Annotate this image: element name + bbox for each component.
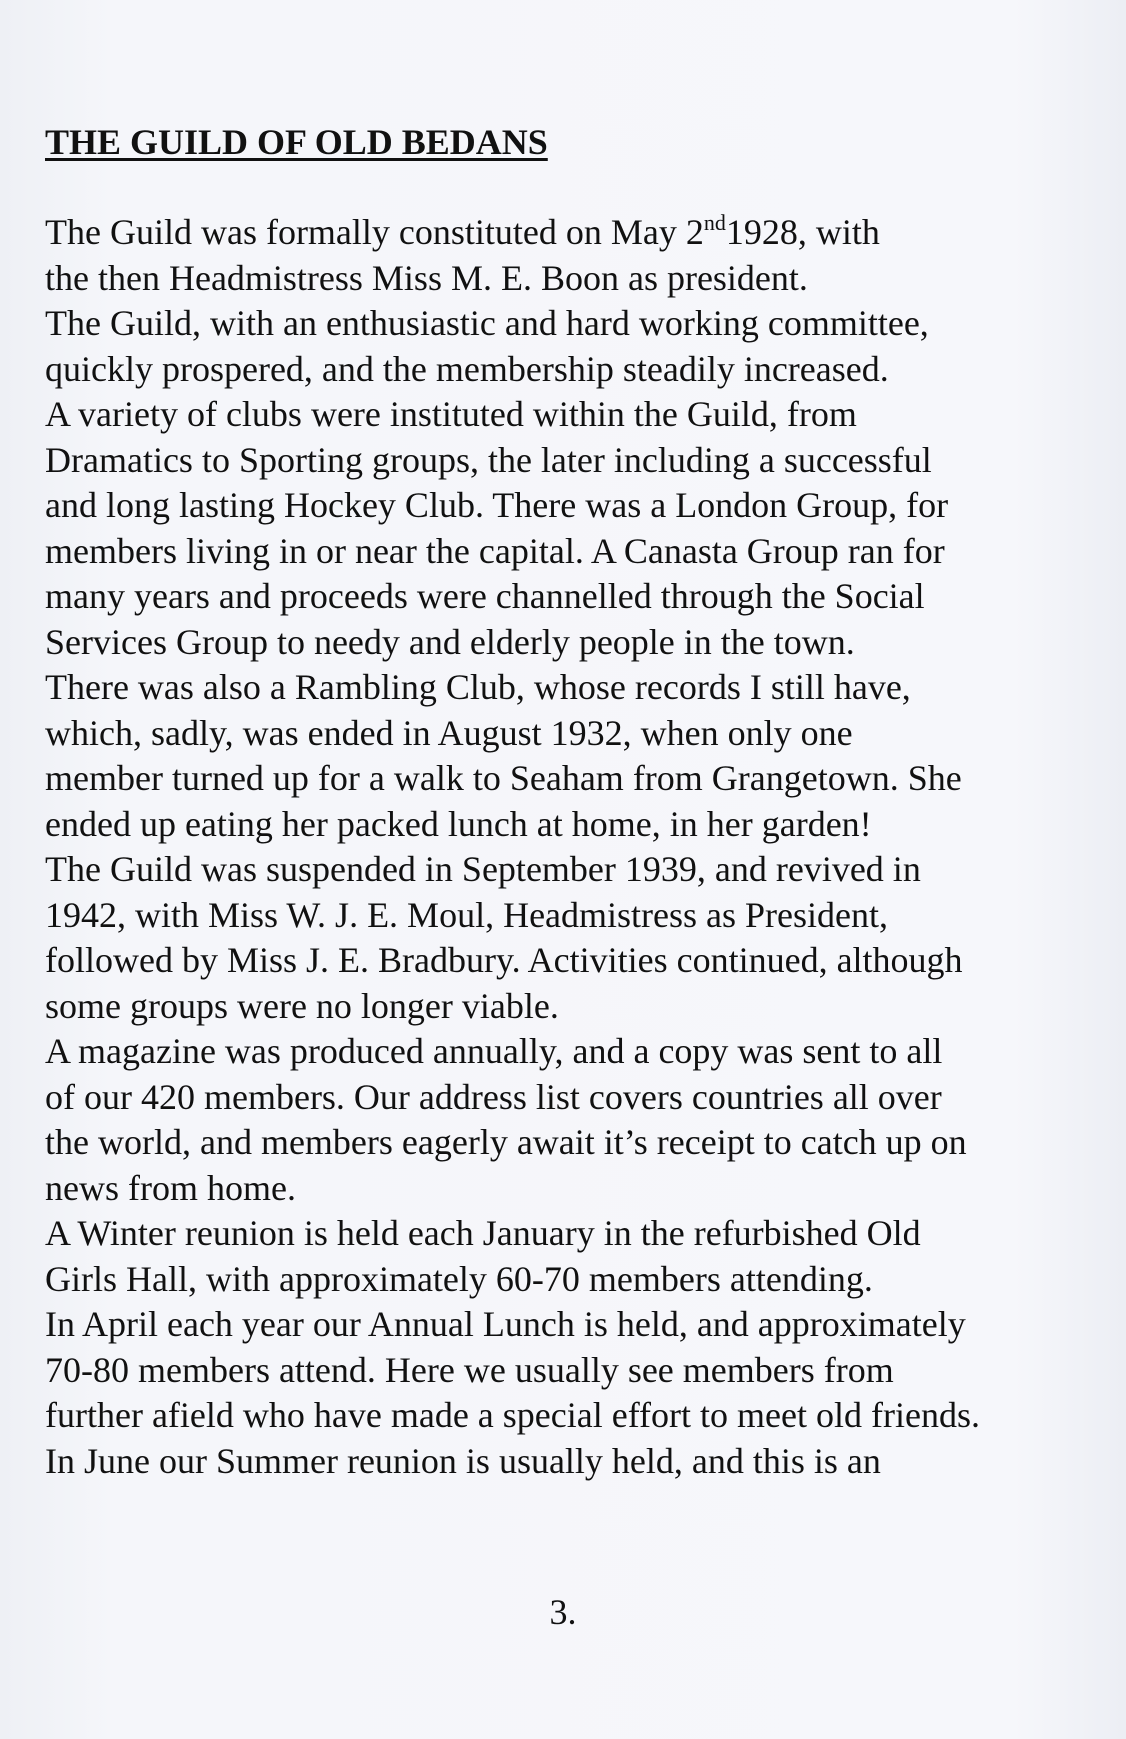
body-line: Girls Hall, with approximately 60-70 members attending. (45, 1258, 873, 1299)
body-line: 1942, with Miss W. J. E. Moul, Headmistress as President, (45, 894, 888, 935)
line-text: 1928, with (725, 212, 880, 252)
body-line: In April each year our Annual Lunch is held, and approximately (45, 1304, 966, 1344)
body-text (45, 210, 1105, 1484)
body-line: news from home. (45, 1167, 296, 1208)
body-line: the world, and members eagerly await it’s receipt to catch up on (45, 1122, 967, 1162)
body-line: A Winter reunion is held each January in the refurbished Old (45, 1213, 921, 1253)
body-line: Dramatics to Sporting groups, the later including a successful (45, 439, 932, 480)
body-line: In June our Summer reunion is usually held, and this is an (45, 1440, 881, 1481)
body-line: and long lasting Hockey Club. There was a London Group, for (45, 485, 949, 525)
body-line: some groups were no longer viable. (45, 985, 559, 1026)
body-line: ended up eating her packed lunch at home, in her garden! (45, 803, 872, 844)
page-number: 3. (549, 1592, 577, 1632)
body-line: A magazine was produced annually, and a copy was sent to all (45, 1031, 943, 1071)
body-line: Services Group to needy and elderly people in the town. (45, 621, 855, 662)
body-line: There was also a Rambling Club, whose records I still have, (45, 667, 911, 707)
body-line: quickly prospered, and the membership steadily increased. (45, 348, 889, 389)
body-line: many years and proceeds were channelled through the Social (45, 576, 925, 616)
body-line: which, sadly, was ended in August 1932, when only one (45, 712, 853, 753)
body-line (45, 210, 1105, 256)
body-line: followed by Miss J. E. Bradbury. Activities continued, although (45, 940, 963, 980)
body-line: the then Headmistress Miss M. E. Boon as president. (45, 257, 808, 298)
body-line: A variety of clubs were instituted within the Guild, from (45, 394, 857, 434)
page-title: THE GUILD OF OLD BEDANS (45, 122, 548, 162)
body-line: The Guild, with an enthusiastic and hard working committee, (45, 303, 929, 343)
body-line: member turned up for a walk to Seaham from Grangetown. She (45, 758, 962, 798)
line-text: The Guild was formally constituted on May 2 (45, 212, 704, 252)
ordinal-superscript: nd (703, 210, 726, 235)
body-line: 70-80 members attend. Here we usually see members from (45, 1349, 894, 1390)
body-line: The Guild was suspended in September 1939, and revived in (45, 849, 921, 889)
body-line: of our 420 members. Our address list covers countries all over (45, 1076, 942, 1117)
body-line: further afield who have made a special effort to meet old friends. (45, 1395, 980, 1435)
body-line: members living in or near the capital. A Canasta Group ran for (45, 530, 945, 571)
